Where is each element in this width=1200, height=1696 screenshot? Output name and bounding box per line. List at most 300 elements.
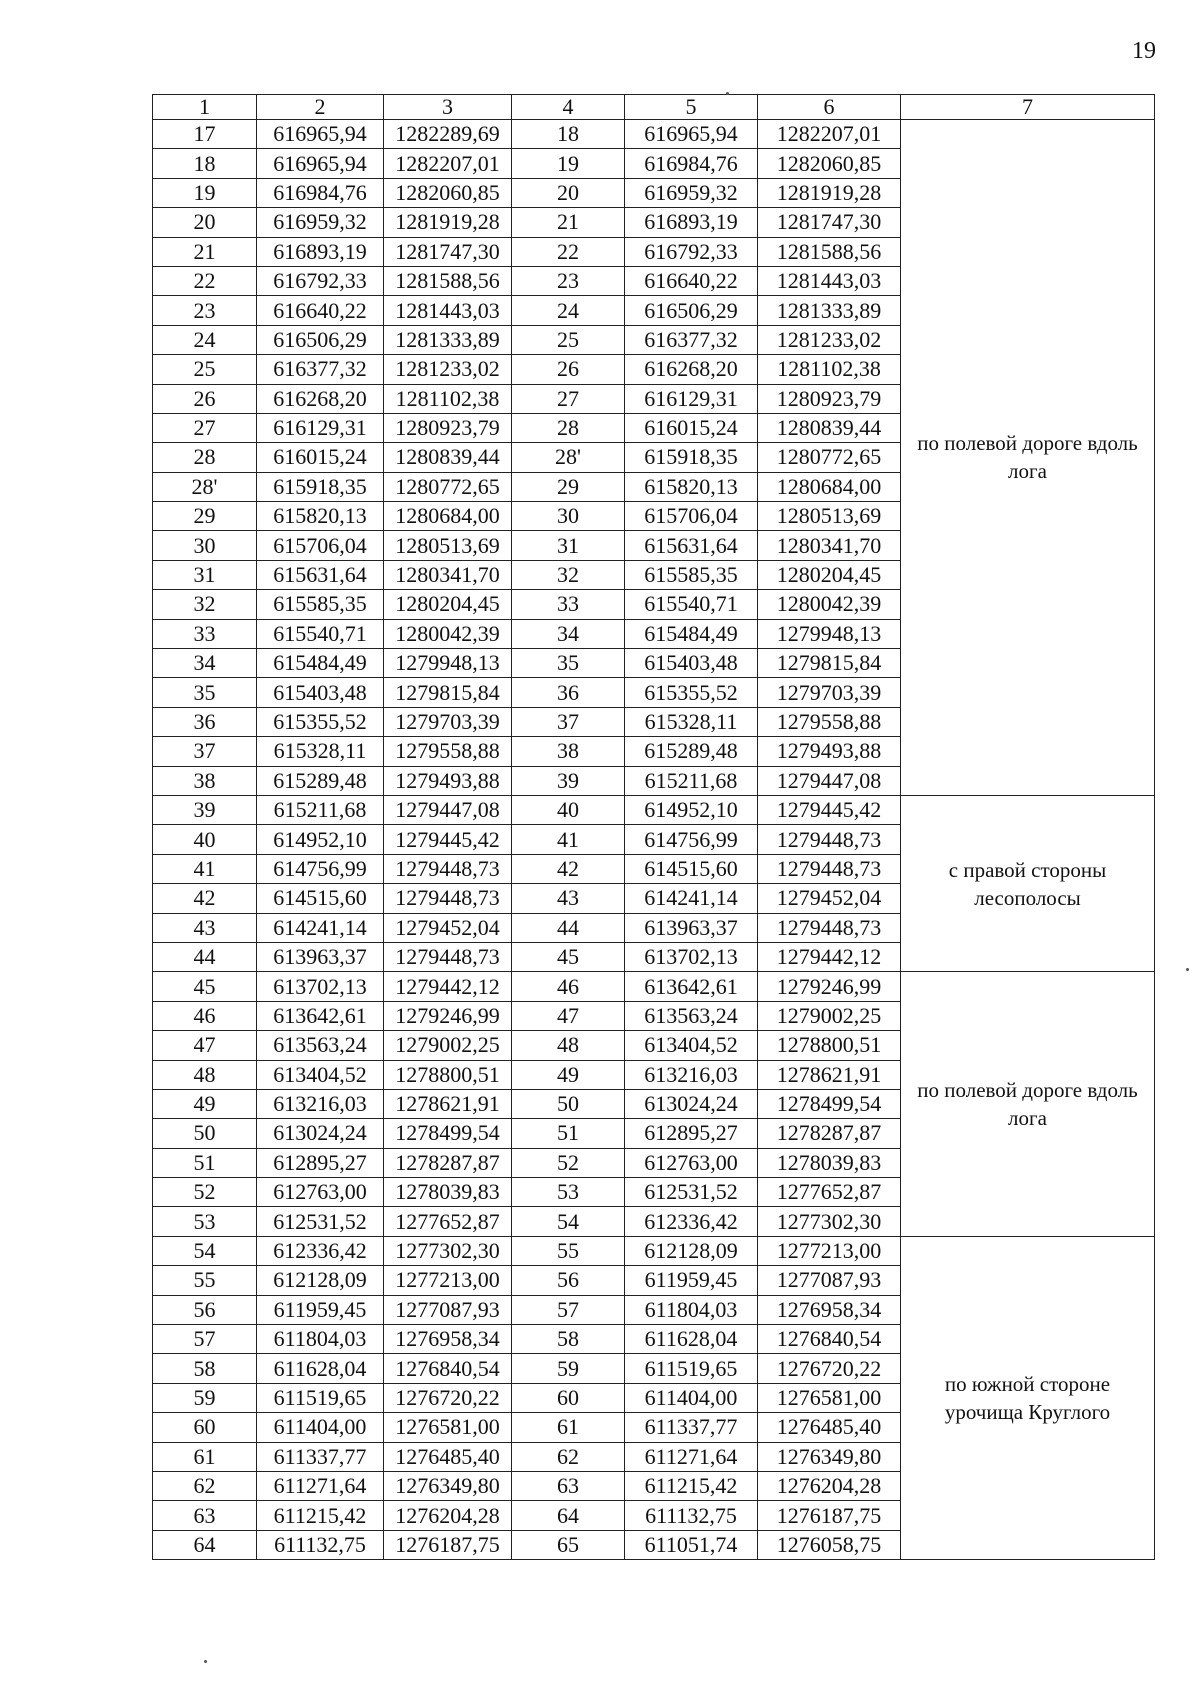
- table-cell: 59: [153, 1383, 257, 1412]
- table-cell: 1279002,25: [384, 1031, 512, 1060]
- header-col-4: 4: [512, 95, 625, 120]
- table-cell: 62: [512, 1442, 625, 1471]
- table-cell: 612336,42: [257, 1236, 384, 1265]
- table-cell: 30: [153, 531, 257, 560]
- table-cell: 1278499,54: [384, 1119, 512, 1148]
- table-cell: 615211,68: [257, 795, 384, 824]
- table-cell: 46: [512, 972, 625, 1001]
- table-cell: 63: [153, 1501, 257, 1530]
- table-cell: 28: [153, 443, 257, 472]
- table-cell: 616377,32: [257, 355, 384, 384]
- table-cell: 55: [153, 1266, 257, 1295]
- table-cell: 51: [512, 1119, 625, 1148]
- header-col-3: 3: [384, 95, 512, 120]
- table-cell: 35: [153, 678, 257, 707]
- table-cell: 612128,09: [625, 1236, 758, 1265]
- table-body: [153, 120, 1155, 1560]
- table-cell: 18: [512, 120, 625, 149]
- table-cell: 611132,75: [257, 1530, 384, 1559]
- table-cell: 613702,13: [625, 942, 758, 971]
- table-cell: 1281919,28: [758, 178, 901, 207]
- table-cell: 27: [153, 413, 257, 442]
- table-cell: 1280513,69: [384, 531, 512, 560]
- table-cell: 616984,76: [625, 149, 758, 178]
- table-cell: 1276349,80: [384, 1471, 512, 1500]
- table-cell: 1280772,65: [384, 472, 512, 501]
- table-cell: 611051,74: [625, 1530, 758, 1559]
- table-row: [153, 972, 1155, 1001]
- table-cell: 33: [153, 619, 257, 648]
- table-cell: 615706,04: [257, 531, 384, 560]
- table-cell: 615403,48: [625, 649, 758, 678]
- table-cell: 1279948,13: [384, 649, 512, 678]
- table-cell: 1281333,89: [384, 325, 512, 354]
- table-cell: 1278287,87: [758, 1119, 901, 1148]
- table-cell: 1279442,12: [384, 972, 512, 1001]
- table-cell: 616959,32: [257, 208, 384, 237]
- table-cell: 29: [153, 502, 257, 531]
- table-cell: 57: [153, 1325, 257, 1354]
- table-cell: 615631,64: [625, 531, 758, 560]
- table-cell: 56: [512, 1266, 625, 1295]
- table-cell: 60: [512, 1383, 625, 1412]
- table-cell: 616129,31: [625, 384, 758, 413]
- table-cell: 38: [153, 766, 257, 795]
- table-cell: 1279815,84: [758, 649, 901, 678]
- table-cell: 615355,52: [257, 707, 384, 736]
- table-cell: 46: [153, 1001, 257, 1030]
- table-cell: 1280839,44: [758, 413, 901, 442]
- table-cell: 1276485,40: [384, 1442, 512, 1471]
- table-cell: 32: [153, 590, 257, 619]
- table-cell: 1277302,30: [758, 1207, 901, 1236]
- table-cell: 614515,60: [625, 854, 758, 883]
- header-row: [153, 95, 1155, 120]
- table-cell: 53: [153, 1207, 257, 1236]
- table-cell: 1280772,65: [758, 443, 901, 472]
- table-cell: 1282060,85: [758, 149, 901, 178]
- table-cell: 615403,48: [257, 678, 384, 707]
- table-cell: 613024,24: [257, 1119, 384, 1148]
- table-cell: 53: [512, 1178, 625, 1207]
- table-cell: 1276485,40: [758, 1413, 901, 1442]
- table-cell: 33: [512, 590, 625, 619]
- table-cell: 611337,77: [257, 1442, 384, 1471]
- table-cell: 615820,13: [257, 502, 384, 531]
- table-cell: 21: [153, 237, 257, 266]
- table-cell: 24: [512, 296, 625, 325]
- table-cell: 611959,45: [257, 1295, 384, 1324]
- table-cell: 613563,24: [625, 1001, 758, 1030]
- table-cell: 1278800,51: [384, 1060, 512, 1089]
- table-cell: 1276058,75: [758, 1530, 901, 1559]
- table-cell: 1281747,30: [384, 237, 512, 266]
- page-number: 19: [1132, 38, 1156, 64]
- boundary-description-cell: с правой стороны лесополосы: [901, 795, 1155, 971]
- table-cell: 49: [512, 1060, 625, 1089]
- table-cell: 61: [512, 1413, 625, 1442]
- table-cell: 44: [512, 913, 625, 942]
- table-cell: 64: [512, 1501, 625, 1530]
- table-cell: 63: [512, 1471, 625, 1500]
- table-cell: 614756,99: [625, 825, 758, 854]
- table-cell: 1280923,79: [384, 413, 512, 442]
- table-cell: 613642,61: [257, 1001, 384, 1030]
- boundary-description-cell: по южной стороне урочища Круглого: [901, 1236, 1155, 1559]
- table-cell: 1276349,80: [758, 1442, 901, 1471]
- table-cell: 1279448,73: [384, 854, 512, 883]
- table-cell: 20: [512, 178, 625, 207]
- table-cell: 612763,00: [257, 1178, 384, 1207]
- table-cell: 1279452,04: [384, 913, 512, 942]
- table-cell: 612128,09: [257, 1266, 384, 1295]
- table-cell: 26: [153, 384, 257, 413]
- table-cell: 19: [512, 149, 625, 178]
- header-col-7: 7: [901, 95, 1155, 120]
- header-col-6: 6: [758, 95, 901, 120]
- table-row: [153, 1236, 1155, 1265]
- scan-speck: [1186, 968, 1189, 971]
- table-cell: 1279448,73: [384, 942, 512, 971]
- table-cell: 612531,52: [257, 1207, 384, 1236]
- table-cell: 25: [153, 355, 257, 384]
- table-cell: 47: [512, 1001, 625, 1030]
- table-cell: 35: [512, 649, 625, 678]
- table-cell: 37: [153, 737, 257, 766]
- table-cell: 1276840,54: [758, 1325, 901, 1354]
- table-cell: 52: [153, 1178, 257, 1207]
- table-cell: 30: [512, 502, 625, 531]
- table-cell: 47: [153, 1031, 257, 1060]
- table-cell: 1282207,01: [384, 149, 512, 178]
- table-cell: 1280341,70: [758, 531, 901, 560]
- table-cell: 23: [153, 296, 257, 325]
- table-cell: 54: [512, 1207, 625, 1236]
- table-cell: 1276581,00: [758, 1383, 901, 1412]
- table-cell: 1276581,00: [384, 1413, 512, 1442]
- table-cell: 611132,75: [625, 1501, 758, 1530]
- table-cell: 612895,27: [625, 1119, 758, 1148]
- table-cell: 1279445,42: [384, 825, 512, 854]
- table-cell: 616984,76: [257, 178, 384, 207]
- table-cell: 37: [512, 707, 625, 736]
- table-cell: 611337,77: [625, 1413, 758, 1442]
- table-cell: 1281102,38: [758, 355, 901, 384]
- table-cell: 613642,61: [625, 972, 758, 1001]
- table-cell: 17: [153, 120, 257, 149]
- table-cell: 48: [153, 1060, 257, 1089]
- table-cell: 613216,03: [625, 1060, 758, 1089]
- boundary-description-cell: по полевой дороге вдоль лога: [901, 972, 1155, 1237]
- table-cell: 611404,00: [625, 1383, 758, 1412]
- table-cell: 1280513,69: [758, 502, 901, 531]
- table-cell: 58: [512, 1325, 625, 1354]
- table-cell: 611959,45: [625, 1266, 758, 1295]
- table-cell: 613216,03: [257, 1089, 384, 1118]
- table-cell: 616792,33: [257, 266, 384, 295]
- table-cell: 615820,13: [625, 472, 758, 501]
- table-cell: 28': [512, 443, 625, 472]
- table-cell: 1280839,44: [384, 443, 512, 472]
- table-cell: 615918,35: [257, 472, 384, 501]
- table-cell: 45: [153, 972, 257, 1001]
- table-cell: 62: [153, 1471, 257, 1500]
- table-cell: 29: [512, 472, 625, 501]
- table-cell: 1281588,56: [758, 237, 901, 266]
- table-cell: 1279815,84: [384, 678, 512, 707]
- table-cell: 1276720,22: [384, 1383, 512, 1412]
- table-cell: 1280204,45: [384, 590, 512, 619]
- table-cell: 616129,31: [257, 413, 384, 442]
- table-cell: 1276720,22: [758, 1354, 901, 1383]
- table-cell: 1279452,04: [758, 884, 901, 913]
- table-cell: 56: [153, 1295, 257, 1324]
- table-cell: 1279448,73: [758, 854, 901, 883]
- table-cell: 616640,22: [257, 296, 384, 325]
- table-cell: 1279445,42: [758, 795, 901, 824]
- table-cell: 28': [153, 472, 257, 501]
- table-cell: 54: [153, 1236, 257, 1265]
- table-cell: 36: [153, 707, 257, 736]
- table-cell: 611215,42: [625, 1471, 758, 1500]
- table-cell: 20: [153, 208, 257, 237]
- table-cell: 51: [153, 1148, 257, 1177]
- table-cell: 615706,04: [625, 502, 758, 531]
- table-cell: 1280042,39: [384, 619, 512, 648]
- table-cell: 1279447,08: [758, 766, 901, 795]
- table-cell: 1276187,75: [758, 1501, 901, 1530]
- table-cell: 616506,29: [625, 296, 758, 325]
- table-cell: 615631,64: [257, 560, 384, 589]
- table-cell: 1276958,34: [758, 1295, 901, 1324]
- table-cell: 50: [153, 1119, 257, 1148]
- table-cell: 23: [512, 266, 625, 295]
- table-cell: 615289,48: [625, 737, 758, 766]
- table-cell: 615585,35: [625, 560, 758, 589]
- table-cell: 1282207,01: [758, 120, 901, 149]
- table-cell: 1279448,73: [384, 884, 512, 913]
- header-col-1: 1: [153, 95, 257, 120]
- table-cell: 43: [512, 884, 625, 913]
- table-cell: 615328,11: [625, 707, 758, 736]
- table-cell: 58: [153, 1354, 257, 1383]
- table-cell: 615355,52: [625, 678, 758, 707]
- table-cell: 615211,68: [625, 766, 758, 795]
- table-cell: 44: [153, 942, 257, 971]
- table-cell: 612895,27: [257, 1148, 384, 1177]
- table-cell: 616792,33: [625, 237, 758, 266]
- table-cell: 39: [153, 795, 257, 824]
- table-cell: 41: [512, 825, 625, 854]
- table-cell: 611519,65: [257, 1383, 384, 1412]
- table-cell: 42: [153, 884, 257, 913]
- table-cell: 1280684,00: [384, 502, 512, 531]
- table-cell: 32: [512, 560, 625, 589]
- table-cell: 1281443,03: [384, 296, 512, 325]
- table-cell: 1281102,38: [384, 384, 512, 413]
- table-cell: 1277087,93: [384, 1295, 512, 1324]
- table-cell: 614756,99: [257, 854, 384, 883]
- table-cell: 616893,19: [257, 237, 384, 266]
- table-cell: 1279246,99: [758, 972, 901, 1001]
- table-cell: 1278621,91: [384, 1089, 512, 1118]
- table-cell: 616959,32: [625, 178, 758, 207]
- table-cell: 1277087,93: [758, 1266, 901, 1295]
- table-cell: 28: [512, 413, 625, 442]
- table-cell: 49: [153, 1089, 257, 1118]
- table-cell: 616015,24: [625, 413, 758, 442]
- table-cell: 1281333,89: [758, 296, 901, 325]
- table-cell: 616377,32: [625, 325, 758, 354]
- table-cell: 1276204,28: [758, 1471, 901, 1500]
- table-cell: 59: [512, 1354, 625, 1383]
- table-cell: 611804,03: [625, 1295, 758, 1324]
- table-cell: 613702,13: [257, 972, 384, 1001]
- table-cell: 1281233,02: [384, 355, 512, 384]
- table-cell: 1279442,12: [758, 942, 901, 971]
- table-cell: 615484,49: [257, 649, 384, 678]
- table-cell: 1276204,28: [384, 1501, 512, 1530]
- table-cell: 31: [512, 531, 625, 560]
- table-cell: 45: [512, 942, 625, 971]
- table-cell: 1277652,87: [758, 1178, 901, 1207]
- table-cell: 1276958,34: [384, 1325, 512, 1354]
- table-cell: 1278800,51: [758, 1031, 901, 1060]
- table-cell: 611628,04: [625, 1325, 758, 1354]
- table-cell: 612531,52: [625, 1178, 758, 1207]
- table-cell: 616965,94: [257, 149, 384, 178]
- table-row: [153, 120, 1155, 149]
- table-cell: 1279493,88: [758, 737, 901, 766]
- table-cell: 611404,00: [257, 1413, 384, 1442]
- table-cell: 613024,24: [625, 1089, 758, 1118]
- table-cell: 616640,22: [625, 266, 758, 295]
- table-cell: 1281233,02: [758, 325, 901, 354]
- table-cell: 611215,42: [257, 1501, 384, 1530]
- boundary-description-cell: по полевой дороге вдоль лога: [901, 120, 1155, 796]
- table-cell: 61: [153, 1442, 257, 1471]
- table-cell: 1281443,03: [758, 266, 901, 295]
- table-cell: 611628,04: [257, 1354, 384, 1383]
- table-cell: 48: [512, 1031, 625, 1060]
- table-cell: 614952,10: [625, 795, 758, 824]
- table-cell: 611804,03: [257, 1325, 384, 1354]
- table-cell: 614515,60: [257, 884, 384, 913]
- table-cell: 43: [153, 913, 257, 942]
- header-col-2: 2: [257, 95, 384, 120]
- table-cell: 613404,52: [257, 1060, 384, 1089]
- table-cell: 34: [153, 649, 257, 678]
- table-cell: 1281919,28: [384, 208, 512, 237]
- table-cell: 613563,24: [257, 1031, 384, 1060]
- table-cell: 1278621,91: [758, 1060, 901, 1089]
- table-cell: 19: [153, 178, 257, 207]
- table-cell: 1279448,73: [758, 825, 901, 854]
- table-cell: 1279703,39: [758, 678, 901, 707]
- table-cell: 57: [512, 1295, 625, 1324]
- table-cell: 41: [153, 854, 257, 883]
- scan-speck: [726, 92, 729, 95]
- table-cell: 64: [153, 1530, 257, 1559]
- table-header: [153, 95, 1155, 120]
- table-cell: 612763,00: [625, 1148, 758, 1177]
- table-cell: 613404,52: [625, 1031, 758, 1060]
- table-cell: 60: [153, 1413, 257, 1442]
- table-cell: 615289,48: [257, 766, 384, 795]
- table-cell: 1278499,54: [758, 1089, 901, 1118]
- table-cell: 615585,35: [257, 590, 384, 619]
- table-cell: 613963,37: [257, 942, 384, 971]
- table-cell: 65: [512, 1530, 625, 1559]
- table-cell: 50: [512, 1089, 625, 1118]
- table-cell: 1276187,75: [384, 1530, 512, 1559]
- table-cell: 1278287,87: [384, 1148, 512, 1177]
- table-cell: 1281588,56: [384, 266, 512, 295]
- table-cell: 615540,71: [625, 590, 758, 619]
- scan-speck: [204, 1660, 207, 1663]
- table-cell: 616893,19: [625, 208, 758, 237]
- table-cell: 616015,24: [257, 443, 384, 472]
- table-cell: 615484,49: [625, 619, 758, 648]
- table-cell: 1279246,99: [384, 1001, 512, 1030]
- table-cell: 614952,10: [257, 825, 384, 854]
- table-cell: 31: [153, 560, 257, 589]
- table-cell: 616965,94: [625, 120, 758, 149]
- table-cell: 611271,64: [625, 1442, 758, 1471]
- table-cell: 616506,29: [257, 325, 384, 354]
- table-cell: 25: [512, 325, 625, 354]
- table-cell: 1279558,88: [384, 737, 512, 766]
- header-col-5: 5: [625, 95, 758, 120]
- table-cell: 611519,65: [625, 1354, 758, 1383]
- table-cell: 1279447,08: [384, 795, 512, 824]
- table-cell: 616268,20: [257, 384, 384, 413]
- table-cell: 22: [153, 266, 257, 295]
- table-cell: 26: [512, 355, 625, 384]
- table-cell: 1277652,87: [384, 1207, 512, 1236]
- table-cell: 1277213,00: [384, 1266, 512, 1295]
- table-cell: 1279448,73: [758, 913, 901, 942]
- table-cell: 1280684,00: [758, 472, 901, 501]
- table-cell: 1279948,13: [758, 619, 901, 648]
- table-cell: 1279703,39: [384, 707, 512, 736]
- table-cell: 24: [153, 325, 257, 354]
- table-cell: 1279558,88: [758, 707, 901, 736]
- table-cell: 40: [153, 825, 257, 854]
- table-cell: 1280923,79: [758, 384, 901, 413]
- table-cell: 1279002,25: [758, 1001, 901, 1030]
- table-cell: 55: [512, 1236, 625, 1265]
- table-cell: 40: [512, 795, 625, 824]
- table-cell: 1280341,70: [384, 560, 512, 589]
- table-cell: 52: [512, 1148, 625, 1177]
- coordinates-table: [152, 94, 1155, 1560]
- table-cell: 27: [512, 384, 625, 413]
- table-cell: 1278039,83: [758, 1148, 901, 1177]
- table-cell: 18: [153, 149, 257, 178]
- table-cell: 612336,42: [625, 1207, 758, 1236]
- table-cell: 21: [512, 208, 625, 237]
- table-cell: 34: [512, 619, 625, 648]
- table-cell: 1282289,69: [384, 120, 512, 149]
- table-cell: 615540,71: [257, 619, 384, 648]
- table-cell: 616268,20: [625, 355, 758, 384]
- table-cell: 1282060,85: [384, 178, 512, 207]
- table-cell: 38: [512, 737, 625, 766]
- table-cell: 1281747,30: [758, 208, 901, 237]
- table-cell: 22: [512, 237, 625, 266]
- table-cell: 39: [512, 766, 625, 795]
